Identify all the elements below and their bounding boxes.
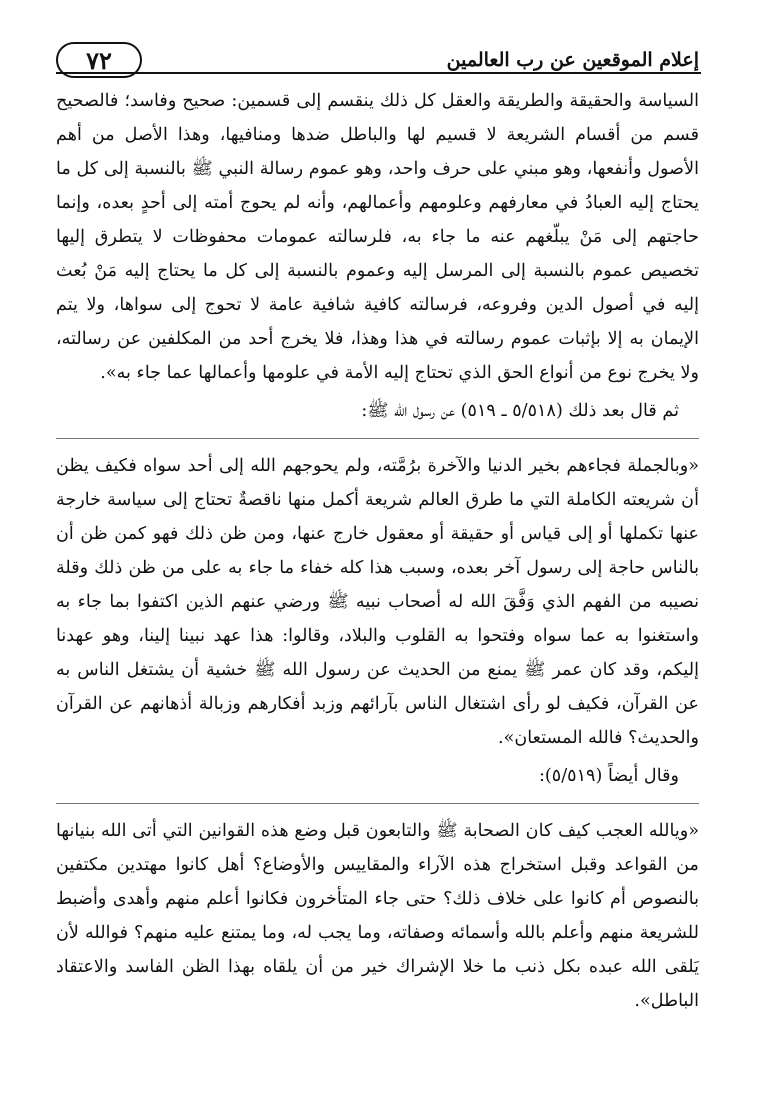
header-rule	[56, 72, 701, 74]
page-body	[56, 84, 699, 1018]
quote-divider-2	[56, 803, 699, 804]
quote-paragraph-1: «وبالجملة فجاءهم بخير الدنيا والآخرة برُمَّته، ولم يحوجهم الله إلى أحد سواه فكيف يظن أن شريعته الكاملة التي ما طرق العالم شريعة أكمل منها ناقصةٌ تحتاج إلى سياسة خارجة عنها تكملها أو إلى قياس أو حقيقة أو معقول خارج عنها، ومن ظن ذلك فهو كمن ظن أن بالناس حاجة إلى رسول آخر بعده، وسبب هذا كله خفاء ما جاء به على من ظن ذلك وقلة نصيبه من الفهم الذي وَفَّقَ الله له أصحاب نبيه ﷺ ورضي عنهم الذين اكتفوا بما جاء به واستغنوا به عما سواه وفتحوا به القلوب والبلاد، وقالوا: هذا عهد نبينا إلينا، وهو عهدنا إليكم، وقد كان عمر ﷺ يمنع من الحديث عن رسول الله ﷺ خشية أن يشتغل الناس به عن القرآن، فكيف لو رأى اشتغال الناس بآرائهم وزبد أفكارهم وزبالة أذهانهم عن القرآن والحديث؟ فالله المستعان».	[56, 456, 699, 748]
page-header	[56, 40, 701, 80]
quote-intro-2: وقال أيضاً (٥/٥١٩):	[538, 766, 679, 786]
running-title: إعلام الموقعين عن رب العالمين	[446, 49, 699, 71]
page-number: ٧٢	[86, 45, 112, 75]
paragraph-1: السياسة والحقيقة والطريقة والعقل كل ذلك ينقسم إلى قسمين: صحيح وفاسد؛ فالصحيح قسم من أقسام الشريعة لا قسيم لها والباطل ضدها ومنافيها، وهذا الأصل من أهم الأصول وأنفعها، وهو مبني على حرف واحد، وهو عموم رسالة النبي ﷺ بالنسبة إلى كل ما يحتاج إليه العبادُ في معارفهم وعلومهم وأعمالهم، وأنه لم يحوج أمته إلى أحدٍ بعده، وإنما حاجتهم إلى مَنْ يبلّغهم عنه ما جاء به، فلرسالته عمومات محفوظات لا يتطرق إليها تخصيص عموم بالنسبة إلى المرسل إليه وعموم بالنسبة إلى كل ما يحتاج إليه مَنْ بُعث إليه في أصول الدين وفروعه، فرسالته كافية شافية عامة لا تحوج إلى سواها، ولا يتم الإيمان به إلا بإثبات عموم رسالته في هذا وهذا، فلا يخرج أحد من المكلفين عن رسالته، ولا يخرج نوع من أنواع الحق الذي تحتاج إليه الأمة في علومها وأعمالها عما جاء به».	[56, 91, 699, 383]
quote-divider-1	[56, 438, 699, 439]
quote-paragraph-2: «ويالله العجب كيف كان الصحابة ﷺ والتابعون قبل وضع هذه القوانين التي أتى الله بنيانها من القواعد وقبل استخراج هذه الآراء والمقاييس والأوضاع؟ أهل كانوا مهتدين مكتفين بالنصوص أم كانوا على خلاف ذلك؟ حتى جاء المتأخرون فكانوا أعلم منهم وأهدى وأضبط للشريعة منهم وأعلم بالله وأسمائه وصفاته، وما يجب له، وما يمتنع عليه منهم؟ فوالله لأن يَلقى الله عبده بكل ذنب ما خلا الإشراك خير من أن يلقاه بهذا الظن الفاسد والاعتقاد الباطل».	[56, 821, 699, 1011]
quote-intro-1: ثم قال بعد ذلك (٥/٥١٨ ـ ٥١٩) عن رسول الله ﷺ:	[361, 401, 679, 421]
